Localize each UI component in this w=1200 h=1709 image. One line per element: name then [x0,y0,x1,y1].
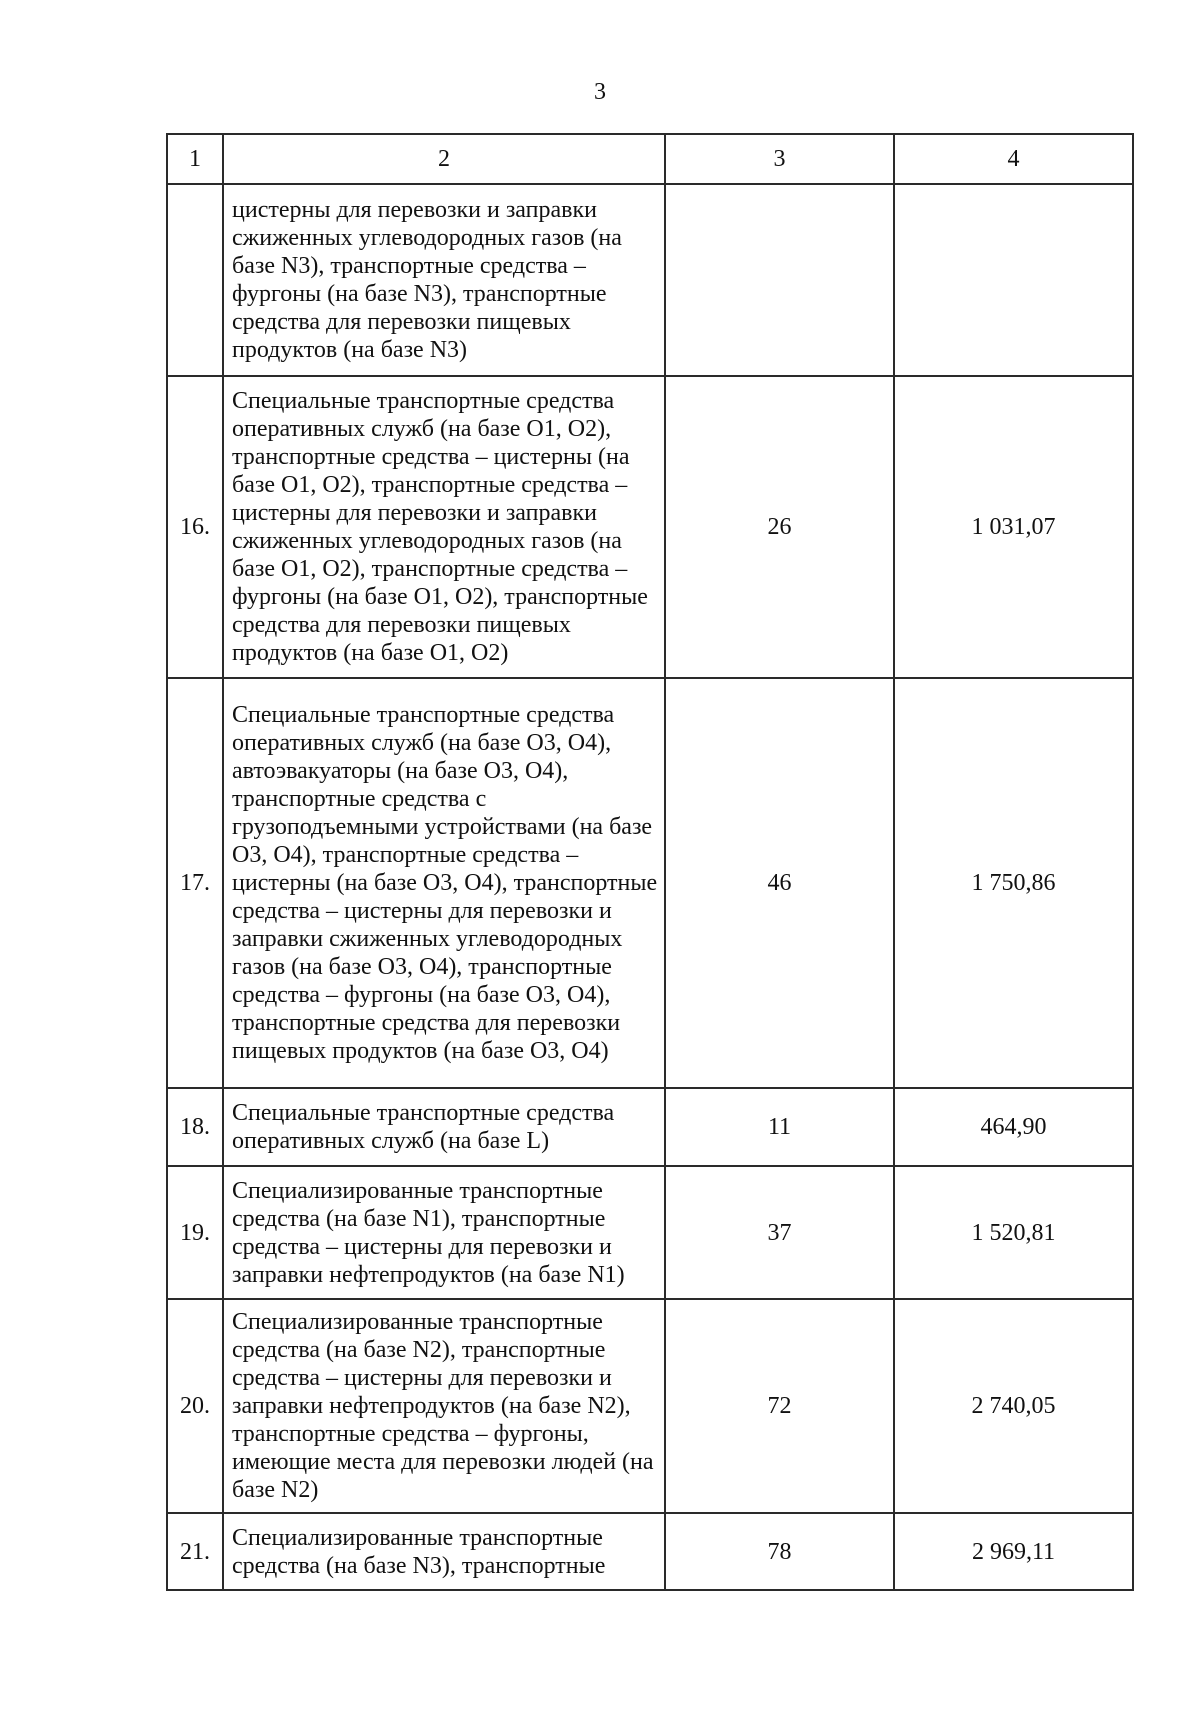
row-number: 19. [167,1166,223,1299]
table-header-row [167,134,1133,184]
table-header-cell: 2 [223,134,665,184]
row-col3-value: 26 [665,376,894,678]
table-row [167,1513,1133,1590]
row-description: Специализированные транспортные средства (на базе N1), транспортные средства – цистерны для перевозки и заправки нефтепродуктов (на базе N1) [223,1166,665,1299]
row-col3-value: 11 [665,1088,894,1166]
page-number: 3 [594,79,606,105]
row-number: 21. [167,1513,223,1590]
data-table [166,133,1134,1591]
row-col3-value [665,184,894,376]
row-description: Специальные транспортные средства оперативных служб (на базе O3, O4), автоэвакуаторы (на базе O3, O4), транспортные средства с грузоподъемными устройствами (на базе O3, O4), транспортные средства – цистерны (на базе O3, O4), транспортные средства – цистерны для перевозки и заправки сжиженных углеводородных газов (на базе O3, O4), транспортные средства – фургоны (на базе O3, O4), транспортные средства для перевозки пищевых продуктов (на базе O3, O4) [223,678,665,1088]
row-col3-value: 78 [665,1513,894,1590]
table-header-cell: 1 [167,134,223,184]
row-number: 17. [167,678,223,1088]
row-col4-value: 464,90 [894,1088,1133,1166]
row-number: 16. [167,376,223,678]
row-col3-value: 46 [665,678,894,1088]
row-col4-value: 2 969,11 [894,1513,1133,1590]
row-col4-value: 2 740,05 [894,1299,1133,1513]
row-description: Специальные транспортные средства оперативных служб (на базе O1, O2), транспортные средства – цистерны (на базе O1, O2), транспортные средства – цистерны для перевозки и заправки сжиженных углеводородных газов (на базе O1, O2), транспортные средства – фургоны (на базе O1, O2), транспортные средства для перевозки пищевых продуктов (на базе O1, O2) [223,376,665,678]
table-row [167,1299,1133,1513]
row-col3-value: 72 [665,1299,894,1513]
table-row [167,678,1133,1088]
row-col4-value [894,184,1133,376]
table-header-cell: 3 [665,134,894,184]
row-col4-value: 1 750,86 [894,678,1133,1088]
table-row [167,1088,1133,1166]
row-col3-value: 37 [665,1166,894,1299]
table-row [167,1166,1133,1299]
table-row [167,376,1133,678]
row-col4-value: 1 031,07 [894,376,1133,678]
row-number [167,184,223,376]
row-description: Специализированные транспортные средства (на базе N2), транспортные средства – цистерны для перевозки и заправки нефтепродуктов (на базе N2), транспортные средства – фургоны, имеющие места для перевозки людей (на базе N2) [223,1299,665,1513]
table-header-cell: 4 [894,134,1133,184]
row-number: 20. [167,1299,223,1513]
row-description: Специальные транспортные средства оперативных служб (на базе L) [223,1088,665,1166]
row-number: 18. [167,1088,223,1166]
row-description: цистерны для перевозки и заправки сжиженных углеводородных газов (на базе N3), транспортные средства – фургоны (на базе N3), транспортные средства для перевозки пищевых продуктов (на базе N3) [223,184,665,376]
table-row [167,184,1133,376]
row-col4-value: 1 520,81 [894,1166,1133,1299]
row-description: Специализированные транспортные средства (на базе N3), транспортные [223,1513,665,1590]
